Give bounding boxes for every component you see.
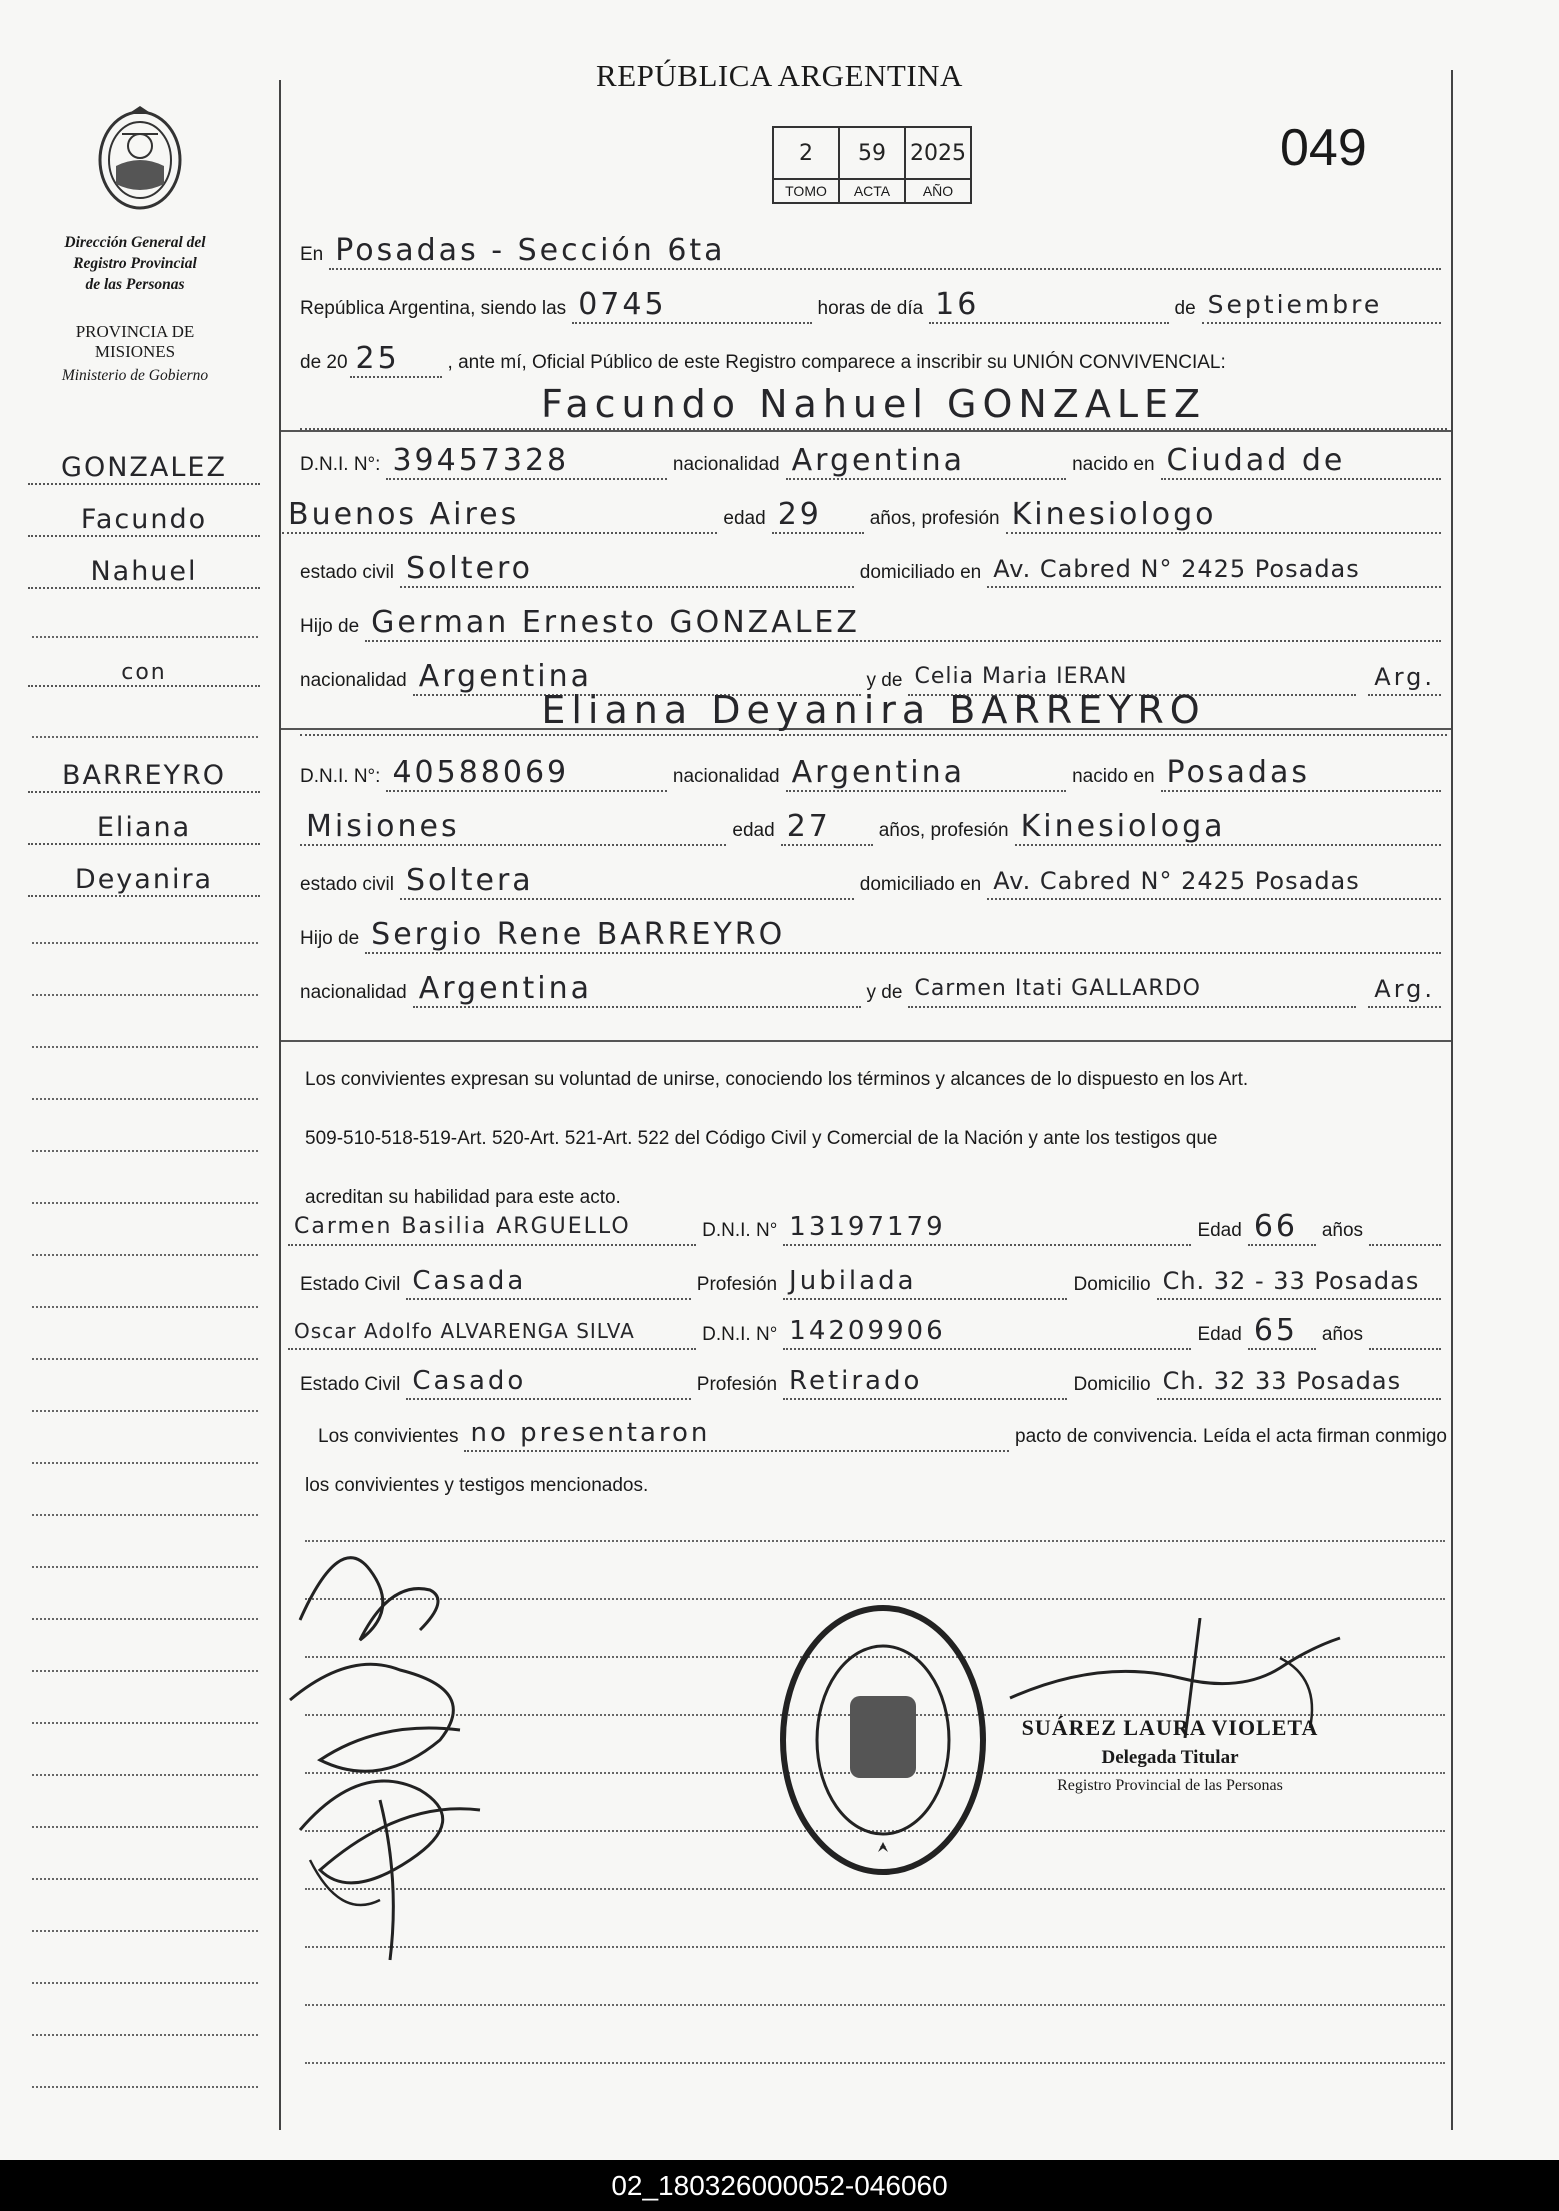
t1-nombre-field: Carmen Basilia ARGUELLO <box>288 1212 696 1246</box>
c2-nac-field: Argentina <box>786 758 1066 792</box>
c2-madre-field: Carmen Itati GALLARDO <box>908 974 1356 1008</box>
direccion-general-text: Dirección General del Registro Provincial de las Personas <box>64 234 206 293</box>
margin-nombre-1b: Nahuel <box>28 556 260 589</box>
pacto-line-2: los convivientes y testigos mencionados. <box>305 1475 649 1496</box>
t1-dni-label: D.N.I. N° <box>702 1220 778 1241</box>
c1-padre-nac-field: Argentina <box>413 662 861 696</box>
c2-edad-field: 27 <box>781 812 873 846</box>
c1-nac2-label: nacionalidad <box>300 670 407 691</box>
acta-label: ACTA <box>840 178 904 202</box>
c1-hijo-label: Hijo de <box>300 616 360 637</box>
t1-anios-label: años <box>1321 1220 1364 1241</box>
ministerio-text: Ministerio de Gobierno <box>61 367 209 384</box>
c2-row-madre <box>300 974 1447 1008</box>
t2-edad-field: 65 <box>1248 1316 1316 1350</box>
c1-prof-label: años, profesión <box>869 508 1000 529</box>
t2-row-1 <box>288 1316 1447 1350</box>
row-lugar <box>300 236 1447 270</box>
margin-line <box>32 1566 258 1568</box>
c2-row-civil <box>300 866 1447 900</box>
margin-line <box>32 1722 258 1724</box>
c1-nacido-field: Ciudad de <box>1161 446 1441 480</box>
margin-line <box>32 1098 258 1100</box>
t2-edad-label: Edad <box>1197 1324 1242 1345</box>
official-title: Delegada Titular <box>1101 1747 1239 1768</box>
declaracion-line-2: 509-510-518-519-Art. 520-Art. 521-Art. 522 del Código Civil y Comercial de la Nación y ante los testigos que <box>305 1128 1218 1149</box>
t2-prof-field: Retirado <box>783 1366 1067 1400</box>
sig-line <box>305 2062 1445 2064</box>
margin-line <box>32 1358 258 1360</box>
c1-dni-label: D.N.I. N°: <box>300 454 381 475</box>
c2-row-edad <box>300 812 1447 846</box>
t2-dni-label: D.N.I. N° <box>702 1324 778 1345</box>
c2-y-de-label: y de <box>866 982 903 1003</box>
c2-dom-field: Av. Cabred N° 2425 Posadas <box>987 866 1441 900</box>
page-number: 049 <box>1280 119 1367 177</box>
c1-nac-field: Argentina <box>786 446 1066 480</box>
anio-label: AÑO <box>906 178 970 202</box>
c2-dni-label: D.N.I. N°: <box>300 766 381 787</box>
t1-row-1 <box>288 1212 1447 1246</box>
t2-dni-field: 14209906 <box>783 1316 1191 1350</box>
c2-nacido-field-2: Misiones <box>300 812 726 846</box>
t1-dni-field: 13197179 <box>783 1212 1191 1246</box>
margin-nombre-2b: Deyanira <box>28 864 260 897</box>
c1-nacido-label: nacido en <box>1072 454 1155 475</box>
c2-row-padre <box>300 920 1447 954</box>
signatures-scribble <box>280 1500 520 1970</box>
conviviente2-full-name: Eliana Deyanira BARREYRO <box>300 688 1447 736</box>
margin-line <box>32 1878 258 1880</box>
c2-nacido-field: Posadas <box>1161 758 1441 792</box>
conviviente1-full-name: Facundo Nahuel GONZALEZ <box>300 382 1447 430</box>
c1-padre-field: German Ernesto GONZALEZ <box>365 608 1441 642</box>
t2-anios-fill <box>1369 1346 1441 1350</box>
t1-anios-fill <box>1369 1242 1441 1246</box>
c1-dni-field: 39457328 <box>386 446 666 480</box>
acta-cell <box>840 128 906 202</box>
margin-line <box>32 1774 258 1776</box>
c2-prof-label: años, profesión <box>878 820 1009 841</box>
official-office: Registro Provincial de las Personas <box>1057 1777 1283 1794</box>
margin-nombre-1a: Facundo <box>28 504 260 537</box>
margin-line <box>32 1618 258 1620</box>
c1-y-de-label: y de <box>866 670 903 691</box>
c1-row-civil <box>300 554 1447 588</box>
mes-field: Septiembre <box>1202 290 1441 324</box>
horas-label: horas de día <box>817 298 924 319</box>
t1-edad-label: Edad <box>1197 1220 1242 1241</box>
margin-con: con <box>28 660 260 687</box>
t1-civil-field: Casada <box>406 1266 690 1300</box>
margin-line <box>32 994 258 996</box>
t2-anios-label: años <box>1321 1324 1364 1345</box>
c2-row-dni <box>300 758 1447 792</box>
margin-line <box>32 1982 258 1984</box>
c1-row-padre <box>300 608 1447 642</box>
provincia-text: PROVINCIA DE MISIONES <box>75 322 195 361</box>
margin-nombre-2a: Eliana <box>28 812 260 845</box>
c2-prof-field: Kinesiologa <box>1015 812 1441 846</box>
margin-line <box>32 1462 258 1464</box>
c1-civil-label: estado civil <box>300 562 394 583</box>
country-title: REPÚBLICA ARGENTINA <box>596 58 963 93</box>
t1-prof-field: Jubilada <box>783 1266 1067 1300</box>
c2-padre-field: Sergio Rene BARREYRO <box>365 920 1441 954</box>
pacto-suffix: pacto de convivencia. Leída el acta firman conmigo <box>1015 1426 1447 1447</box>
margin-line <box>32 1514 258 1516</box>
c1-row-dni <box>300 446 1447 480</box>
pacto-prefix: Los convivientes <box>318 1426 459 1447</box>
tomo-value: 2 <box>799 140 813 166</box>
margin-line <box>32 636 258 638</box>
margin-apellido-1: GONZALEZ <box>28 452 260 485</box>
c2-edad-label: edad <box>732 820 775 841</box>
acta-box <box>772 126 972 204</box>
sig-line <box>305 2004 1445 2006</box>
c2-madre-nac-field: Arg. <box>1368 974 1441 1008</box>
c1-dom-label: domiciliado en <box>859 562 982 583</box>
c2-hijo-label: Hijo de <box>300 928 360 949</box>
anio-value: 2025 <box>910 140 966 166</box>
row-hora <box>300 290 1447 324</box>
c1-dom-field: Av. Cabred N° 2425 Posadas <box>987 554 1441 588</box>
tomo-cell <box>774 128 840 202</box>
c1-prof-field: Kinesiologo <box>1006 500 1441 534</box>
c2-nacido-label: nacido en <box>1072 766 1155 787</box>
separator-1 <box>281 430 1451 432</box>
right-margin-line <box>1451 70 1453 2130</box>
t1-prof-label: Profesión <box>696 1274 778 1295</box>
margin-line <box>32 736 258 738</box>
registro-stamp <box>778 1602 988 1878</box>
c1-nacido-field-2: Buenos Aires <box>282 500 717 534</box>
de-label: de <box>1174 298 1196 319</box>
ante-text: , ante mí, Oficial Público de este Registro comparece a inscribir su UNIÓN CONVIVENCIAL: <box>447 352 1226 373</box>
anio-prefix: de 20 <box>300 352 348 373</box>
t1-edad-field: 66 <box>1248 1212 1316 1246</box>
margin-line <box>32 1046 258 1048</box>
separator-3 <box>281 1040 1451 1042</box>
lugar-field: Posadas - Sección 6ta <box>329 236 1441 270</box>
t2-prof-label: Profesión <box>696 1374 778 1395</box>
anio-cell <box>906 128 970 202</box>
c2-padre-nac-field: Argentina <box>413 974 861 1008</box>
c1-nac-label: nacionalidad <box>672 454 780 475</box>
hora-field: 0745 <box>572 290 811 324</box>
c2-civil-field: Soltera <box>400 866 854 900</box>
official-name: SUÁREZ LAURA VIOLETA <box>1021 1715 1319 1740</box>
c2-dom-label: domiciliado en <box>859 874 982 895</box>
margin-line <box>32 1150 258 1152</box>
c2-civil-label: estado civil <box>300 874 394 895</box>
margin-line <box>32 2086 258 2088</box>
margin-line <box>32 942 258 944</box>
misiones-seal-icon <box>92 104 188 214</box>
c1-edad-field: 29 <box>772 500 864 534</box>
c2-nac-label: nacionalidad <box>672 766 780 787</box>
acta-value: 59 <box>858 140 886 166</box>
official-block <box>990 1715 1350 1795</box>
declaracion-line-3: acreditan su habilidad para este acto. <box>305 1187 621 1208</box>
margin-apellido-2: BARREYRO <box>28 760 260 793</box>
en-label: En <box>300 244 324 265</box>
t2-civil-label: Estado Civil <box>300 1374 401 1395</box>
pacto-field: no presentaron <box>464 1418 1009 1452</box>
c2-nac2-label: nacionalidad <box>300 982 407 1003</box>
row-anio <box>300 344 1447 378</box>
margin-line <box>32 1670 258 1672</box>
t1-civil-label: Estado Civil <box>300 1274 401 1295</box>
margin-line <box>32 1254 258 1256</box>
declaracion-text <box>305 1050 1449 1227</box>
scan-code-footer: 02_180326000052-046060 <box>0 2160 1559 2211</box>
anio-field: 25 <box>350 344 442 378</box>
c1-civil-field: Soltero <box>400 554 854 588</box>
c1-row-edad <box>282 500 1447 534</box>
dia-field: 16 <box>929 290 1168 324</box>
c2-dni-field: 40588069 <box>386 758 666 792</box>
t2-nombre-field: Oscar Adolfo ALVARENGA SILVA <box>288 1316 696 1350</box>
margin-line <box>32 1826 258 1828</box>
t2-dom-field: Ch. 32 33 Posadas <box>1157 1366 1441 1400</box>
tomo-label: TOMO <box>774 178 838 202</box>
t1-dom-label: Domicilio <box>1073 1274 1151 1295</box>
declaracion-line-1: Los convivientes expresan su voluntad de unirse, conociendo los términos y alcances de lo dispuesto en los Art. <box>305 1069 1249 1090</box>
margin-line <box>32 1306 258 1308</box>
c1-madre-field: Celia Maria IERAN <box>908 662 1356 696</box>
c1-madre-nac-field: Arg. <box>1368 662 1441 696</box>
t1-dom-field: Ch. 32 - 33 Posadas <box>1157 1266 1441 1300</box>
rep-label: República Argentina, siendo las <box>300 298 567 319</box>
pacto-row <box>318 1418 1447 1452</box>
margin-line <box>32 1202 258 1204</box>
t2-dom-label: Domicilio <box>1073 1374 1151 1395</box>
t1-row-2 <box>300 1266 1447 1300</box>
c1-edad-label: edad <box>723 508 766 529</box>
margin-line <box>32 2034 258 2036</box>
margin-line <box>32 1410 258 1412</box>
t2-row-2 <box>300 1366 1447 1400</box>
margin-line <box>32 1930 258 1932</box>
t2-civil-field: Casado <box>406 1366 690 1400</box>
